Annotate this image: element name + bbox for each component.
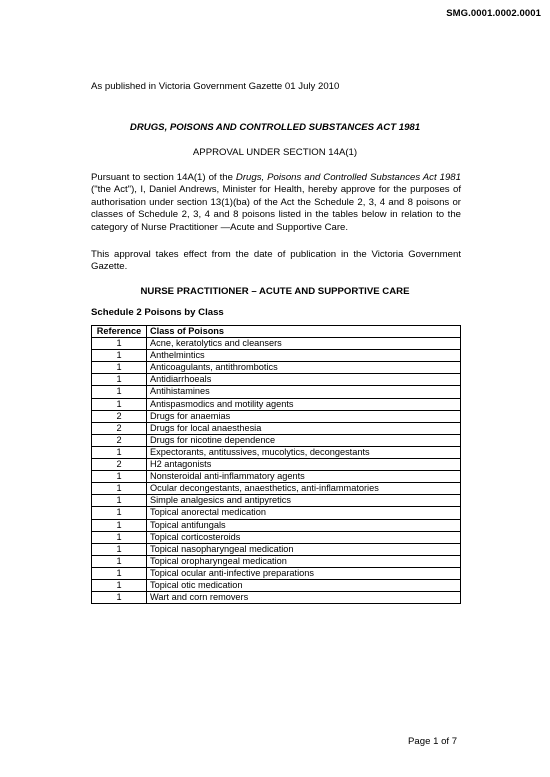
- reference-cell: 1: [92, 362, 147, 374]
- reference-cell: 1: [92, 507, 147, 519]
- reference-cell: 1: [92, 374, 147, 386]
- reference-cell: 1: [92, 495, 147, 507]
- class-cell: Drugs for local anaesthesia: [147, 422, 461, 434]
- reference-cell: 1: [92, 592, 147, 604]
- table-row: [92, 350, 461, 362]
- class-cell: Antihistamines: [147, 386, 461, 398]
- reference-cell: 2: [92, 434, 147, 446]
- table-header-row: [92, 326, 461, 338]
- reference-cell: 1: [92, 338, 147, 350]
- table-row: [92, 543, 461, 555]
- table-row: [92, 446, 461, 458]
- class-cell: H2 antagonists: [147, 459, 461, 471]
- reference-cell: 1: [92, 350, 147, 362]
- table-row: [92, 410, 461, 422]
- class-cell: Topical antifungals: [147, 519, 461, 531]
- reference-cell: 1: [92, 579, 147, 591]
- table-row: [92, 338, 461, 350]
- class-cell: Antispasmodics and motility agents: [147, 398, 461, 410]
- reference-cell: 1: [92, 483, 147, 495]
- act-name-italic: Drugs, Poisons and Controlled Substances Act 1981: [235, 172, 461, 183]
- table-row: [92, 495, 461, 507]
- class-cell: Topical corticosteroids: [147, 531, 461, 543]
- page-number: Page 1 of 7: [408, 736, 458, 747]
- reference-cell: 1: [92, 386, 147, 398]
- reference-column-header: Reference: [92, 326, 147, 338]
- class-column-header: Class of Poisons: [147, 326, 461, 338]
- class-cell: Topical ocular anti-infective preparations: [147, 567, 461, 579]
- paragraph-lead-text: Pursuant to section 14A(1) of the: [91, 172, 236, 183]
- class-cell: Topical anorectal medication: [147, 507, 461, 519]
- table-row: [92, 567, 461, 579]
- section-heading: NURSE PRACTITIONER – ACUTE AND SUPPORTIVE CARE: [140, 286, 410, 297]
- table-row: [92, 459, 461, 471]
- class-cell: Expectorants, antitussives, mucolytics, decongestants: [147, 446, 461, 458]
- effective-date-paragraph: This approval takes effect from the date of publication in the Victoria Government Gazette.: [91, 249, 461, 273]
- table-row: [92, 531, 461, 543]
- class-cell: Topical oropharyngeal medication: [147, 555, 461, 567]
- table-row: [92, 374, 461, 386]
- reference-cell: 1: [92, 398, 147, 410]
- table-body: [92, 338, 461, 604]
- table-row: [92, 483, 461, 495]
- reference-cell: 1: [92, 531, 147, 543]
- class-cell: Acne, keratolytics and cleansers: [147, 338, 461, 350]
- reference-cell: 1: [92, 519, 147, 531]
- document-id: SMG.0001.0002.0001: [446, 8, 541, 19]
- reference-cell: 1: [92, 471, 147, 483]
- class-cell: Drugs for nicotine dependence: [147, 434, 461, 446]
- table-row: [92, 592, 461, 604]
- class-cell: Anthelmintics: [147, 350, 461, 362]
- table-row: [92, 519, 461, 531]
- reference-cell: 1: [92, 555, 147, 567]
- gazette-publication-line: As published in Victoria Government Gazette 01 July 2010: [91, 81, 340, 92]
- class-cell: Topical otic medication: [147, 579, 461, 591]
- reference-cell: 2: [92, 422, 147, 434]
- reference-cell: 1: [92, 543, 147, 555]
- class-cell: Ocular decongestants, anaesthetics, anti-inflammatories: [147, 483, 461, 495]
- class-cell: Topical nasopharyngeal medication: [147, 543, 461, 555]
- table-row: [92, 398, 461, 410]
- reference-cell: 1: [92, 567, 147, 579]
- class-cell: Nonsteroidal anti-inflammatory agents: [147, 471, 461, 483]
- table-row: [92, 362, 461, 374]
- approval-heading: APPROVAL UNDER SECTION 14A(1): [192, 147, 358, 158]
- table-row: [92, 507, 461, 519]
- act-title: DRUGS, POISONS AND CONTROLLED SUBSTANCES ACT 1981: [129, 122, 421, 133]
- table-row: [92, 471, 461, 483]
- class-cell: Simple analgesics and antipyretics: [147, 495, 461, 507]
- poisons-table: [91, 325, 461, 604]
- authorisation-paragraph: [91, 172, 461, 234]
- table-row: [92, 579, 461, 591]
- table-row: [92, 386, 461, 398]
- class-cell: Wart and corn removers: [147, 592, 461, 604]
- class-cell: Antidiarrhoeals: [147, 374, 461, 386]
- table-row: [92, 555, 461, 567]
- table-row: [92, 434, 461, 446]
- reference-cell: 2: [92, 459, 147, 471]
- class-cell: Anticoagulants, antithrombotics: [147, 362, 461, 374]
- schedule-heading: Schedule 2 Poisons by Class: [91, 307, 224, 318]
- table-row: [92, 422, 461, 434]
- reference-cell: 2: [92, 410, 147, 422]
- class-cell: Drugs for anaemias: [147, 410, 461, 422]
- paragraph-rest-text: ("the Act"), I, Daniel Andrews, Minister for Health, hereby approve for the purposes of authorisation under section 13(1)(ba) of the Act the Schedule 2, 3, 4 and 8 poisons or classes of Schedule 2, 3, 4 and 8 poisons listed in the tables below in relation to the category of Nurse Practitioner —Acute and Supportive Care.: [91, 184, 461, 233]
- reference-cell: 1: [92, 446, 147, 458]
